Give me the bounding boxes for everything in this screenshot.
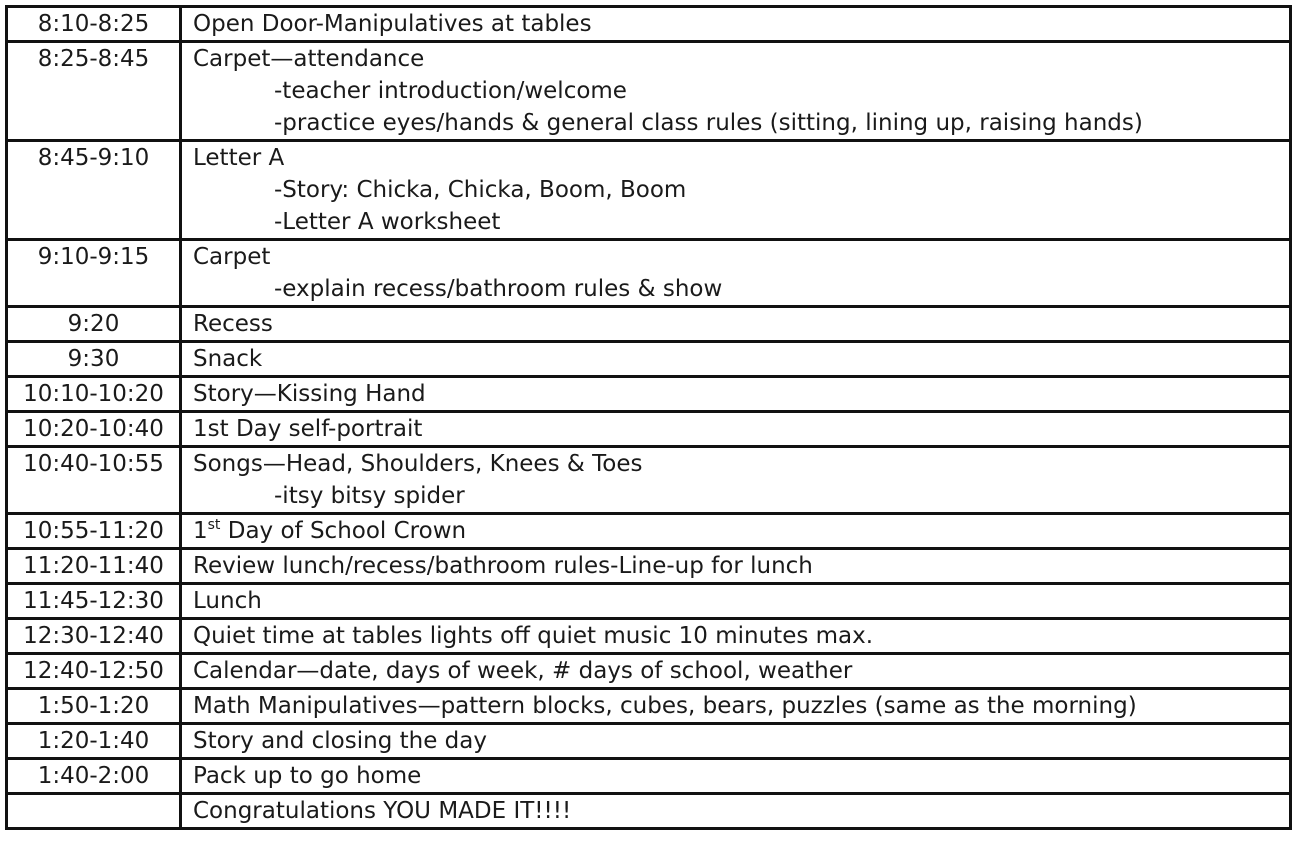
time-cell: 9:20 <box>7 307 181 342</box>
activity-title: Story—Kissing Hand <box>193 381 426 407</box>
activity-cell <box>181 342 1291 377</box>
activity-title: 1st Day self-portrait <box>193 416 423 442</box>
activity-title: Carpet—attendance <box>193 46 425 72</box>
activity-title: Lunch <box>193 588 262 614</box>
activity-title: Carpet <box>193 244 271 270</box>
activity-cell <box>181 377 1291 412</box>
activity-subitem: -Letter A worksheet <box>274 209 501 235</box>
activity-cell <box>181 759 1291 794</box>
activity-subitem: -explain recess/bathroom rules & show <box>274 276 723 302</box>
time-cell: 10:10-10:20 <box>7 377 181 412</box>
activity-subitem: -teacher introduction/welcome <box>274 78 627 104</box>
time-cell: 9:30 <box>7 342 181 377</box>
activity-subitem: -practice eyes/hands & general class rules (sitting, lining up, raising hands) <box>274 110 1143 136</box>
activity-title: Math Manipulatives—pattern blocks, cubes, bears, puzzles (same as the morning) <box>193 693 1137 719</box>
table-row <box>7 377 1291 412</box>
table-row <box>7 689 1291 724</box>
table-row <box>7 342 1291 377</box>
time-cell: 10:40-10:55 <box>7 447 181 514</box>
table-row <box>7 759 1291 794</box>
activity-title: Snack <box>193 346 263 372</box>
table-row <box>7 307 1291 342</box>
activity-cell <box>181 584 1291 619</box>
activity-cell <box>181 447 1291 514</box>
time-cell: 10:55-11:20 <box>7 514 181 549</box>
activity-title-rest: Day of School Crown <box>220 518 467 544</box>
activity-cell <box>181 240 1291 307</box>
activity-cell <box>181 7 1291 42</box>
activity-title: Calendar—date, days of week, # days of school, weather <box>193 658 853 684</box>
table-row <box>7 141 1291 240</box>
time-cell: 1:40-2:00 <box>7 759 181 794</box>
time-cell: 10:20-10:40 <box>7 412 181 447</box>
activity-cell <box>181 724 1291 759</box>
ordinal-suffix: st <box>207 517 221 533</box>
schedule-table <box>5 5 1292 830</box>
time-cell: 11:20-11:40 <box>7 549 181 584</box>
activity-cell <box>181 42 1291 141</box>
table-row <box>7 794 1291 829</box>
table-row <box>7 724 1291 759</box>
table-row <box>7 412 1291 447</box>
table-row <box>7 549 1291 584</box>
activity-title: Congratulations YOU MADE IT!!!! <box>193 798 572 824</box>
time-cell: 8:45-9:10 <box>7 141 181 240</box>
activity-cell <box>181 549 1291 584</box>
table-row <box>7 654 1291 689</box>
table-row <box>7 240 1291 307</box>
table-row <box>7 7 1291 42</box>
activity-title: Letter A <box>193 145 285 171</box>
time-cell: 8:25-8:45 <box>7 42 181 141</box>
activity-subitem: -Story: Chicka, Chicka, Boom, Boom <box>274 177 687 203</box>
activity-title: Open Door-Manipulatives at tables <box>193 11 592 37</box>
activity-cell <box>181 654 1291 689</box>
activity-title: Quiet time at tables lights off quiet music 10 minutes max. <box>193 623 874 649</box>
activity-cell <box>181 307 1291 342</box>
time-cell: 9:10-9:15 <box>7 240 181 307</box>
activity-title: Story and closing the day <box>193 728 487 754</box>
activity-cell <box>181 141 1291 240</box>
schedule-body <box>7 7 1291 829</box>
table-row <box>7 584 1291 619</box>
activity-title: Review lunch/recess/bathroom rules-Line-up for lunch <box>193 553 813 579</box>
table-row <box>7 619 1291 654</box>
activity-cell <box>181 619 1291 654</box>
time-cell: 12:30-12:40 <box>7 619 181 654</box>
time-cell: 8:10-8:25 <box>7 7 181 42</box>
time-cell: 12:40-12:50 <box>7 654 181 689</box>
activity-subitem: -itsy bitsy spider <box>274 483 465 509</box>
table-row <box>7 514 1291 549</box>
time-cell <box>7 794 181 829</box>
table-row <box>7 447 1291 514</box>
time-cell: 11:45-12:30 <box>7 584 181 619</box>
ordinal-number: 1 <box>193 518 208 544</box>
table-row <box>7 42 1291 141</box>
activity-cell <box>181 794 1291 829</box>
time-cell: 1:50-1:20 <box>7 689 181 724</box>
activity-title: Recess <box>193 311 273 337</box>
time-cell: 1:20-1:40 <box>7 724 181 759</box>
activity-cell <box>181 514 1291 549</box>
activity-cell <box>181 412 1291 447</box>
activity-title: Songs—Head, Shoulders, Knees & Toes <box>193 451 643 477</box>
activity-title <box>193 515 1289 547</box>
activity-cell <box>181 689 1291 724</box>
activity-title: Pack up to go home <box>193 763 422 789</box>
